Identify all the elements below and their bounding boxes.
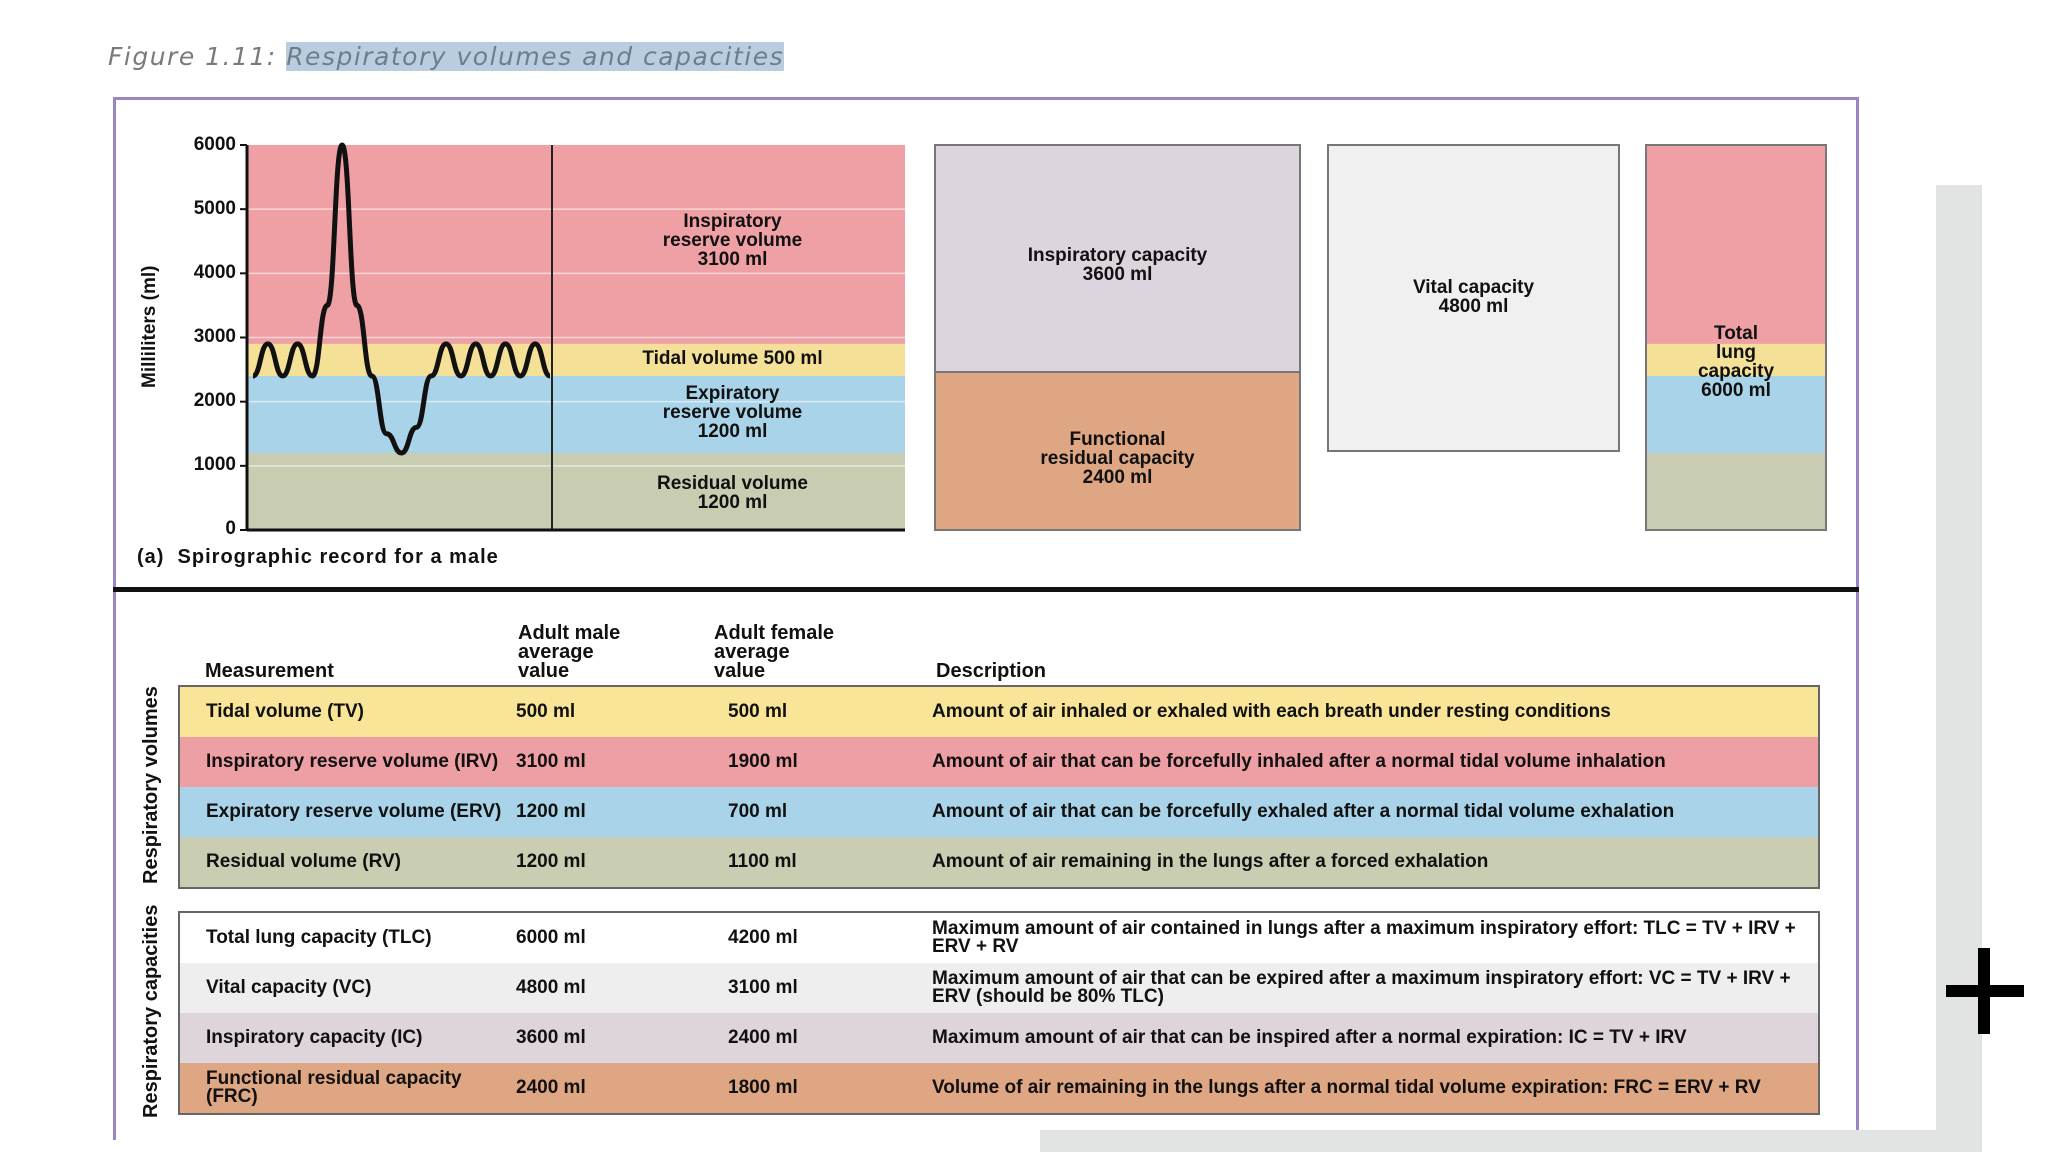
male-value-cell: 3100 ml	[516, 751, 586, 772]
measurement-cell: Residual volume (RV)	[206, 851, 401, 872]
caption-prefix: Figure 1.11:	[108, 42, 287, 71]
female-value-cell: 1800 ml	[728, 1077, 798, 1098]
table-row	[180, 1063, 1818, 1113]
measurement-cell: Vital capacity (VC)	[206, 977, 372, 998]
caption-title-highlighted[interactable]: Respiratory volumes and capacities	[286, 42, 785, 71]
description-cell: Maximum amount of air contained in lungs after a maximum inspiratory effort: TLC = TV + IRV + ERV + RV	[932, 918, 1796, 957]
capacities-table	[178, 911, 1820, 1115]
male-value-cell: 1200 ml	[516, 851, 586, 872]
female-value-cell: 500 ml	[728, 701, 788, 722]
male-value-cell: 500 ml	[516, 701, 576, 722]
table-row	[180, 837, 1818, 887]
tlc-label: Total lung capacity 6000 ml	[1697, 323, 1775, 401]
female-value-cell: 3100 ml	[728, 977, 798, 998]
female-value-cell: 4200 ml	[728, 927, 798, 948]
description-cell: Amount of air inhaled or exhaled with each breath under resting conditions	[932, 701, 1611, 722]
male-value-cell: 2400 ml	[516, 1077, 586, 1098]
measurement-cell: Functional residual capacity (FRC)	[206, 1068, 462, 1107]
table-row	[180, 913, 1818, 963]
description-cell: Amount of air remaining in the lungs after a forced exhalation	[932, 851, 1489, 872]
ytick-4000: 4000	[193, 262, 236, 283]
header-measurement: Measurement	[205, 660, 334, 682]
measurement-cell: Inspiratory capacity (IC)	[206, 1027, 423, 1048]
rv-label: Residual volume 1200 ml	[657, 473, 808, 513]
female-value-cell: 700 ml	[728, 801, 788, 822]
male-value-cell: 1200 ml	[516, 801, 586, 822]
slide-bottom-bar	[1040, 1130, 1982, 1152]
measurement-cell: Expiratory reserve volume (ERV)	[206, 801, 502, 822]
ic-label: Inspiratory capacity 3600 ml	[1027, 245, 1208, 285]
male-value-cell: 6000 ml	[516, 927, 586, 948]
erv-label: Expiratory reserve volume 1200 ml	[662, 383, 803, 442]
panel-label: (a) Spirographic record for a male	[137, 546, 499, 568]
y-axis-label: Milliliters (ml)	[139, 265, 160, 388]
frc-label: Functional residual capacity 2400 ml	[1040, 429, 1195, 488]
header-female: Adult female average value	[714, 622, 835, 682]
table-row	[180, 963, 1818, 1013]
measurement-cell: Inspiratory reserve volume (IRV)	[206, 751, 499, 772]
ytick-3000: 3000	[193, 326, 236, 347]
measurement-cell: Total lung capacity (TLC)	[206, 927, 432, 948]
ytick-6000: 6000	[193, 134, 236, 155]
header-description: Description	[936, 660, 1047, 682]
tlc-segment-inspiratory-reserve-volume	[1647, 145, 1825, 344]
table-row	[180, 787, 1818, 837]
measurement-cell: Tidal volume (TV)	[206, 701, 365, 722]
female-value-cell: 1100 ml	[728, 851, 797, 872]
ytick-1000: 1000	[193, 454, 236, 475]
male-value-cell: 3600 ml	[516, 1027, 586, 1048]
description-cell: Volume of air remaining in the lungs after a normal tidal volume expiration: FRC = ERV + RV	[932, 1077, 1761, 1098]
female-value-cell: 1900 ml	[728, 751, 798, 772]
description-cell: Maximum amount of air that can be inspired after a normal expiration: IC = TV + IRV	[932, 1027, 1687, 1048]
ytick-5000: 5000	[193, 198, 236, 219]
ytick-2000: 2000	[193, 390, 236, 411]
female-value-cell: 2400 ml	[728, 1027, 798, 1048]
volumes-table	[178, 685, 1820, 889]
table-row	[180, 687, 1818, 737]
male-value-cell: 4800 ml	[516, 977, 586, 998]
description-cell: Amount of air that can be forcefully exhaled after a normal tidal volume exhalation	[932, 801, 1675, 822]
table-row	[180, 737, 1818, 787]
table-row	[180, 1013, 1818, 1063]
slide-scrollbar-track[interactable]	[1936, 185, 1982, 1152]
description-cell: Maximum amount of air that can be expired after a maximum inspiratory effort: VC = TV + IRV + ERV (should be 80% TLC)	[932, 968, 1791, 1007]
description-cell: Amount of air that can be forcefully inhaled after a normal tidal volume inhalation	[932, 751, 1666, 772]
irv-label: Inspiratory reserve volume 3100 ml	[662, 211, 803, 270]
vc-label: Vital capacity 4800 ml	[1412, 277, 1535, 317]
tv-label: Tidal volume 500 ml	[642, 348, 823, 369]
ytick-0: 0	[225, 518, 236, 539]
header-male: Adult male average value	[518, 622, 621, 682]
volumes-group-label: Respiratory volumes	[140, 686, 162, 884]
section-divider	[113, 587, 1859, 592]
tlc-segment-residual-volume	[1647, 453, 1825, 530]
capacities-group-label: Respiratory capacities	[140, 904, 162, 1118]
